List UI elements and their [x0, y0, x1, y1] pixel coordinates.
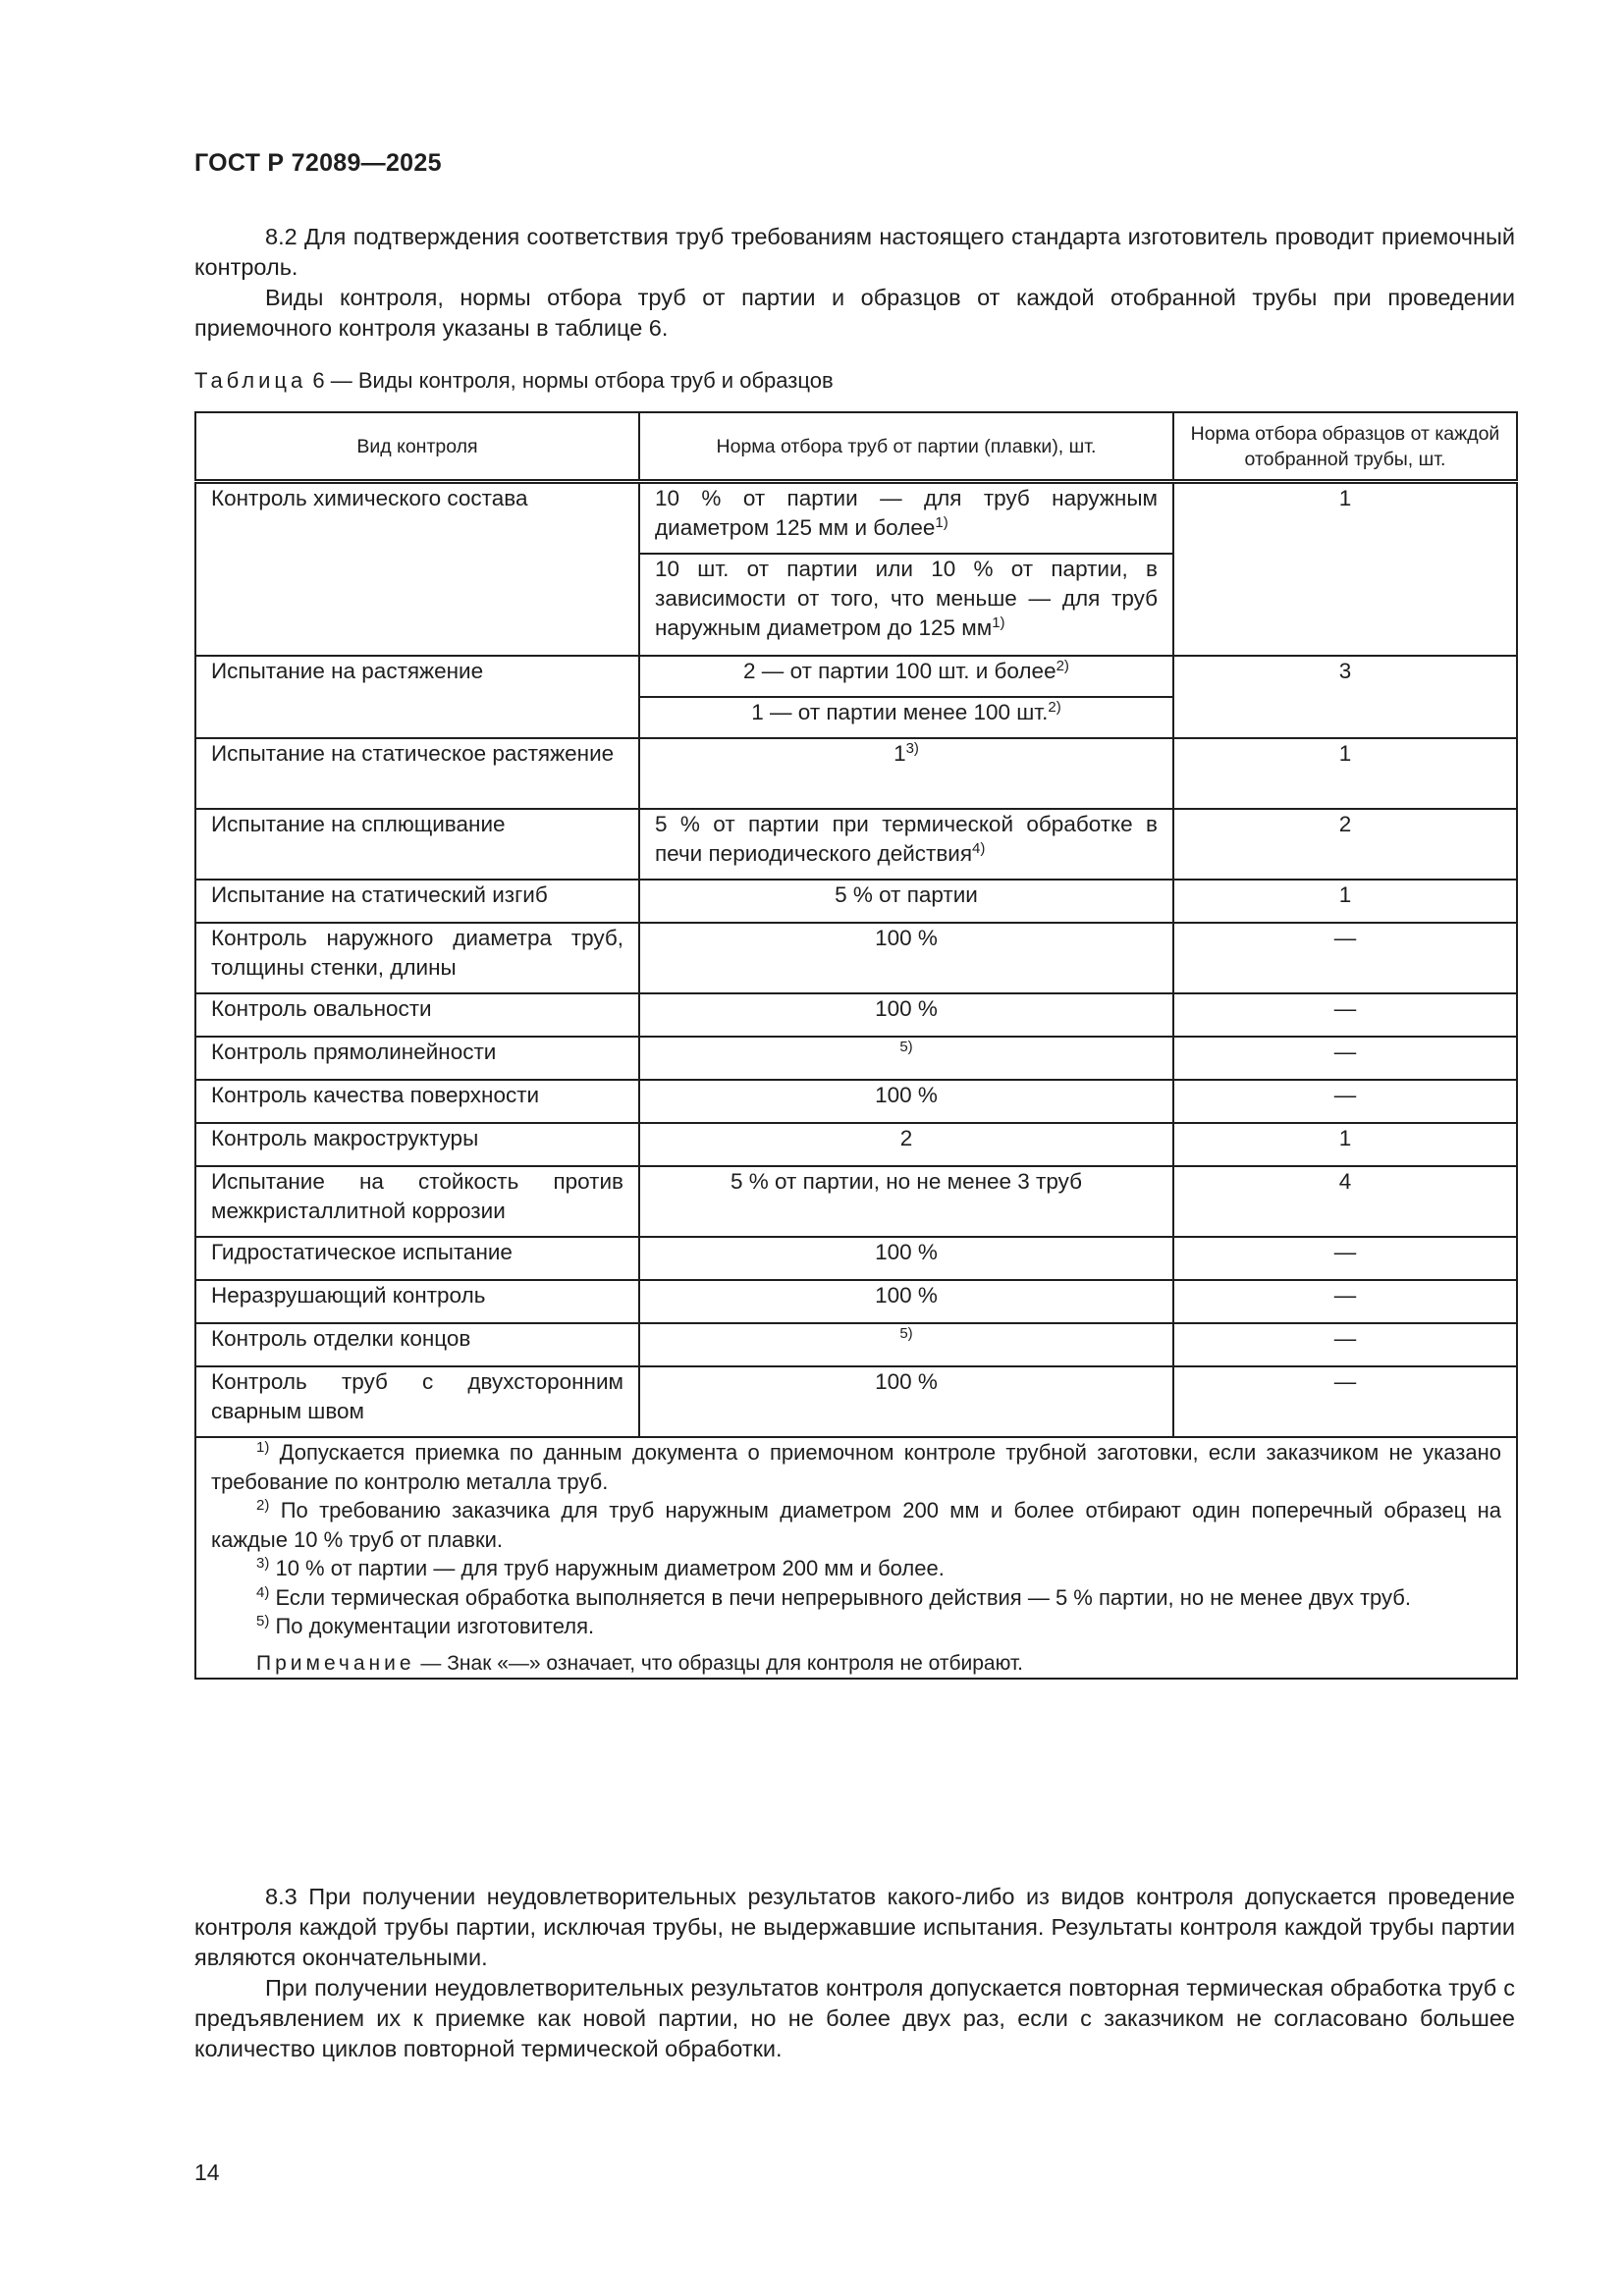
- row-name: Неразрушающий контроль: [195, 1280, 639, 1323]
- table-row: [195, 1366, 1517, 1437]
- footnote-mark: 2): [256, 1497, 270, 1514]
- table-caption: [194, 366, 834, 396]
- row-samples: 1: [1173, 482, 1517, 657]
- inspection-table: [194, 411, 1518, 1680]
- row-norm: 100 %: [639, 1366, 1173, 1437]
- row-samples: —: [1173, 993, 1517, 1037]
- footnote-text: 10 % от партии — для труб наружным диаметром 200 мм и более.: [275, 1556, 945, 1580]
- row-name: Гидростатическое испытание: [195, 1237, 639, 1280]
- footnote-ref: 2): [1048, 699, 1061, 716]
- footnote: [211, 1496, 1501, 1554]
- footnote-ref: 4): [972, 840, 986, 857]
- row-norm: 5 % от партии: [639, 880, 1173, 923]
- table-header-row: [195, 412, 1517, 482]
- table-row: [195, 1123, 1517, 1166]
- footnote-ref: 5): [899, 1325, 913, 1342]
- footnote: [211, 1583, 1501, 1613]
- norm-text: 1: [893, 741, 906, 766]
- header-inspection-type: Вид контроля: [195, 412, 639, 482]
- row-norm: [639, 697, 1173, 738]
- row-name: Контроль овальности: [195, 993, 639, 1037]
- row-samples: —: [1173, 1323, 1517, 1366]
- footnote-mark: 3): [256, 1555, 270, 1572]
- table-footnotes: [195, 1437, 1517, 1679]
- table-row: [195, 993, 1517, 1037]
- row-norm: [639, 1037, 1173, 1080]
- row-name: Контроль химического состава: [195, 482, 639, 657]
- table-row: [195, 1237, 1517, 1280]
- paragraph-reheat: При получении неудовлетворительных результатов контроля допускается повторная термическая обработка труб с предъявлением их к приемке как новой партии, но не более двух раз, если с заказчиком не согласовано большее количество циклов повторной термической обработки.: [194, 1975, 1515, 2061]
- table-row: [195, 1166, 1517, 1237]
- footnote-mark: 4): [256, 1583, 270, 1601]
- document-header: ГОСТ Р 72089—2025: [194, 149, 442, 177]
- row-name: Испытание на растяжение: [195, 656, 639, 738]
- paragraph-8-3: 8.3 При получении неудовлетворительных результатов какого-либо из видов контроля допускается проведение контроля каждой трубы партии, исключая трубы, не выдержавшие испытания. Результаты контроля каждой трубы партии являются окончательными.: [194, 1884, 1515, 1970]
- footnote-text: По требованию заказчика для труб наружным диаметром 200 мм и более отбирают один поперечный образец на каждые 10 % труб от плавки.: [211, 1498, 1501, 1552]
- table-row: [195, 738, 1517, 809]
- table-row: [195, 1323, 1517, 1366]
- footnote-ref: 1): [935, 514, 948, 531]
- row-samples: —: [1173, 1037, 1517, 1080]
- paragraph-table-reference: Виды контроля, нормы отбора труб от партии и образцов от каждой отобранной трубы при проведении приемочного контроля указаны в таблице 6.: [194, 285, 1515, 341]
- row-samples: —: [1173, 1280, 1517, 1323]
- header-specimen-sampling: Норма отбора образцов от каждой отобранной трубы, шт.: [1173, 412, 1517, 482]
- row-name: Испытание на статический изгиб: [195, 880, 639, 923]
- row-name: Контроль макроструктуры: [195, 1123, 639, 1166]
- row-norm: [639, 482, 1173, 555]
- row-norm: 5 % от партии, но не менее 3 труб: [639, 1166, 1173, 1237]
- page-number: 14: [194, 2160, 220, 2185]
- footnote-text: По документации изготовителя.: [275, 1614, 595, 1638]
- row-samples: —: [1173, 923, 1517, 993]
- row-samples: —: [1173, 1237, 1517, 1280]
- header-pipe-sampling: Норма отбора труб от партии (плавки), шт.: [639, 412, 1173, 482]
- footnote-ref: 1): [992, 614, 1005, 631]
- row-samples: 1: [1173, 880, 1517, 923]
- table-row: [195, 809, 1517, 880]
- row-norm: 2: [639, 1123, 1173, 1166]
- table-footnotes-row: [195, 1437, 1517, 1679]
- footnote-mark: 1): [256, 1439, 270, 1456]
- row-name: Испытание на стойкость против межкристаллитной коррозии: [195, 1166, 639, 1237]
- table-row: [195, 1280, 1517, 1323]
- row-samples: 1: [1173, 1123, 1517, 1166]
- note-label: Примечание: [256, 1651, 415, 1675]
- row-norm: [639, 1323, 1173, 1366]
- row-norm: 100 %: [639, 1280, 1173, 1323]
- row-samples: 3: [1173, 656, 1517, 738]
- row-samples: —: [1173, 1080, 1517, 1123]
- row-norm: [639, 656, 1173, 697]
- table-row: [195, 923, 1517, 993]
- row-name: Контроль труб с двухсторонним сварным швом: [195, 1366, 639, 1437]
- footnote-ref: 3): [905, 740, 919, 757]
- footnote-text: Допускается приемка по данным документа о приемочном контроле трубной заготовки, если заказчиком не указано требование по контролю металла труб.: [211, 1440, 1501, 1494]
- table-note: [211, 1649, 1501, 1679]
- row-norm: 100 %: [639, 993, 1173, 1037]
- row-norm: 100 %: [639, 1237, 1173, 1280]
- row-norm: [639, 738, 1173, 809]
- row-norm: 100 %: [639, 1080, 1173, 1123]
- norm-text: 5 % от партии при термической обработке в печи периодического действия: [655, 812, 1158, 866]
- row-norm: 100 %: [639, 923, 1173, 993]
- row-samples: 4: [1173, 1166, 1517, 1237]
- footnote-text: Если термическая обработка выполняется в печи непрерывного действия — 5 % партии, но не менее двух труб.: [275, 1584, 1412, 1610]
- table-row: [195, 880, 1517, 923]
- row-samples: 1: [1173, 738, 1517, 809]
- table-row: [195, 656, 1517, 697]
- norm-text: 2 — от партии 100 шт. и более: [743, 659, 1056, 683]
- paragraph-8-2: 8.2 Для подтверждения соответствия труб требованиям настоящего стандарта изготовитель проводит приемочный контроль.: [194, 224, 1515, 280]
- row-norm: [639, 554, 1173, 656]
- footnote: [211, 1554, 1501, 1583]
- table-row: [195, 1037, 1517, 1080]
- table-row: [195, 1080, 1517, 1123]
- row-name: Контроль качества поверхности: [195, 1080, 639, 1123]
- footnote-ref: 2): [1056, 658, 1069, 674]
- footnote: [211, 1438, 1501, 1496]
- footnote-mark: 5): [256, 1613, 270, 1629]
- table-title: 6 — Виды контроля, нормы отбора труб и образцов: [312, 368, 834, 393]
- table-row: [195, 482, 1517, 555]
- row-norm: [639, 809, 1173, 880]
- norm-text: 10 % от партии — для труб наружным диаметром 125 мм и более: [655, 486, 1158, 540]
- row-name: Испытание на статическое растяжение: [195, 738, 639, 809]
- row-name: Контроль прямолинейности: [195, 1037, 639, 1080]
- norm-text: 1 — от партии менее 100 шт.: [751, 700, 1049, 724]
- row-samples: 2: [1173, 809, 1517, 880]
- footnote-ref: 5): [899, 1039, 913, 1055]
- row-name: Контроль отделки концов: [195, 1323, 639, 1366]
- row-name: Контроль наружного диаметра труб, толщины стенки, длины: [195, 923, 639, 993]
- footnote: [211, 1612, 1501, 1641]
- norm-text: 10 шт. от партии или 10 % от партии, в зависимости от того, что меньше — для труб наружным диаметром до 125 мм: [655, 557, 1158, 640]
- table-label: Таблица: [194, 368, 307, 393]
- row-samples: —: [1173, 1366, 1517, 1437]
- note-text: — Знак «—» означает, что образцы для контроля не отбирают.: [420, 1651, 1023, 1675]
- row-name: Испытание на сплющивание: [195, 809, 639, 880]
